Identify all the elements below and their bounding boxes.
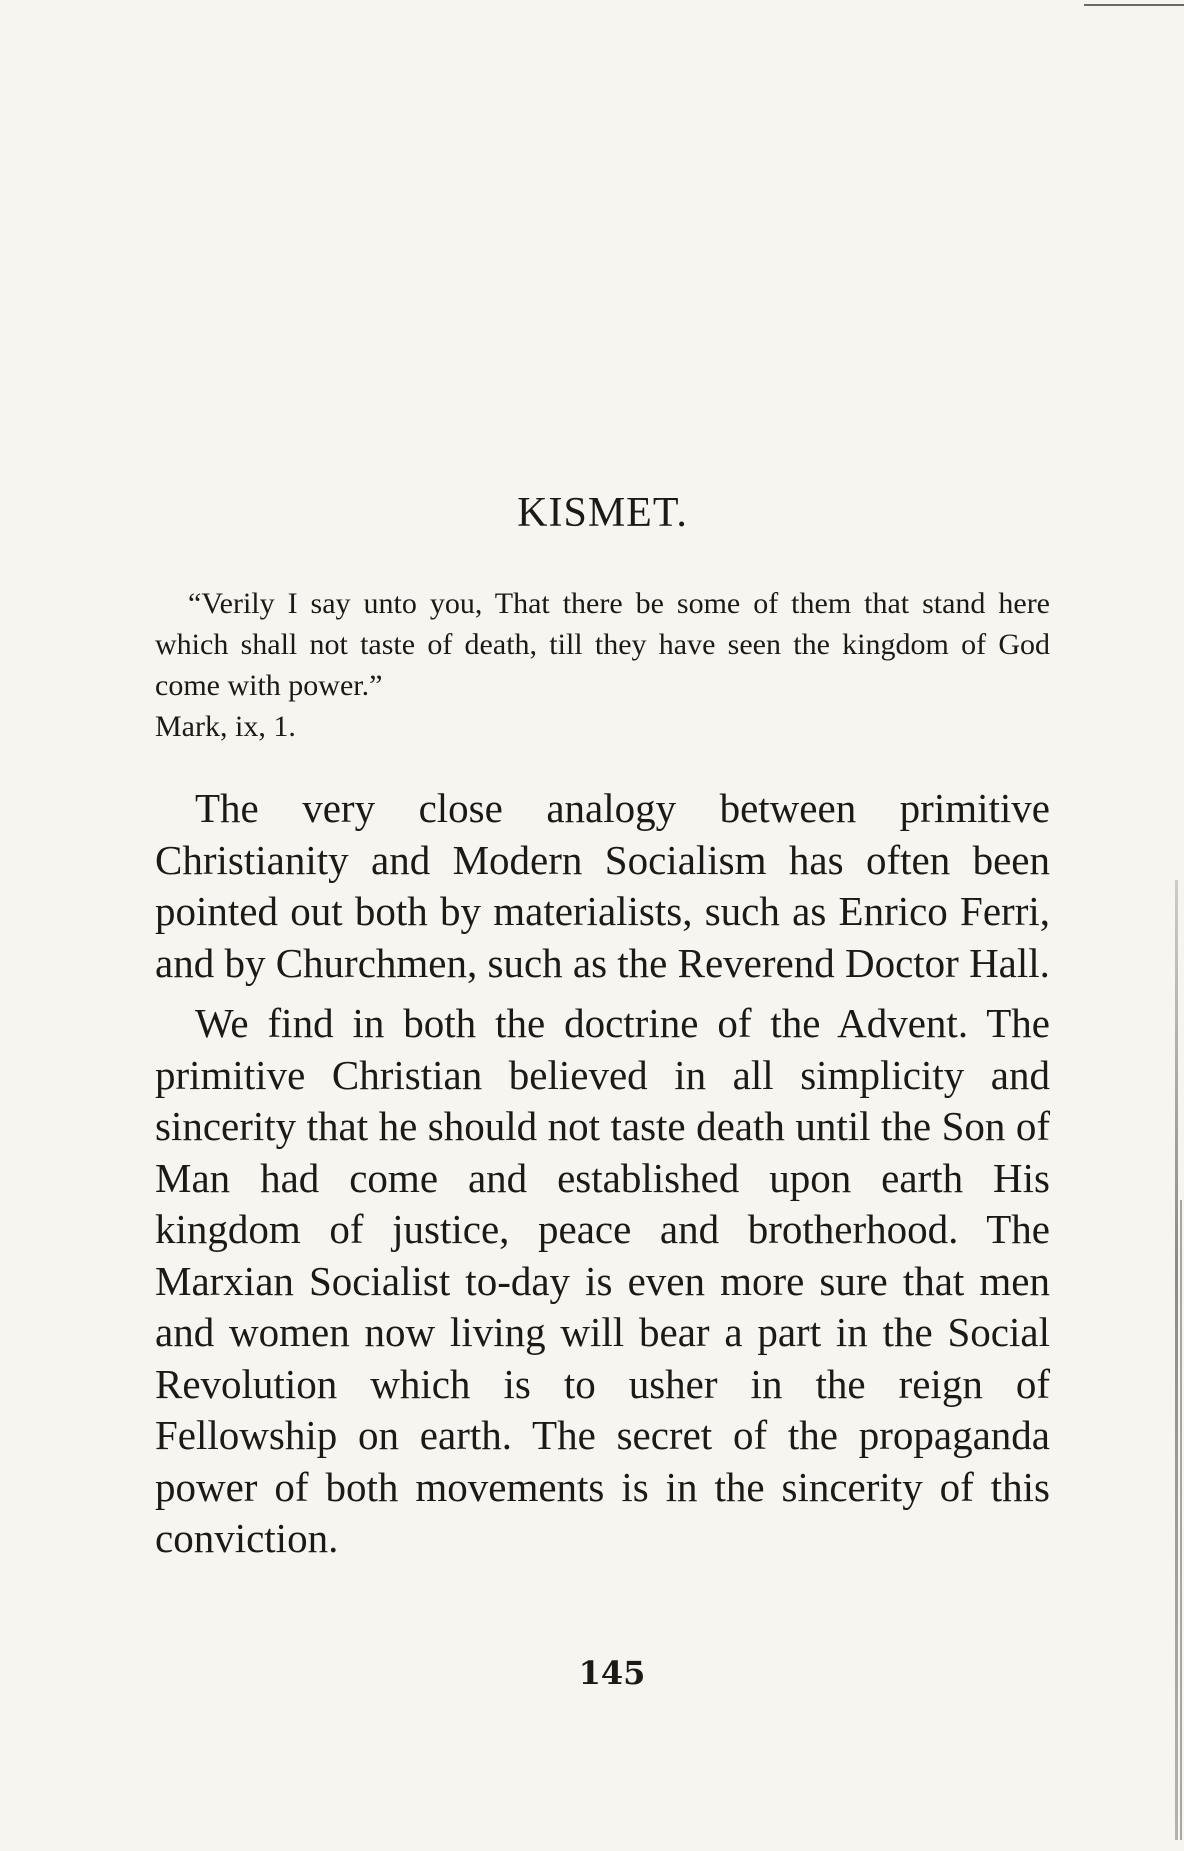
page-edge-line [1180, 1200, 1182, 1840]
epigraph-quote: “Verily I say unto you, That there be some of them that stand here which shall not taste of death, till they have seen the kingdom of God come with power.” [155, 587, 1050, 702]
page-edge-shadow [1175, 880, 1178, 1840]
body-paragraph-2: We find in both the doctrine of the Advent. The primitive Christian believed in all simplicity and sincerity that he should not taste death until the Son of Man had come and established upon earth His kingdom of justice, peace and brotherhood. The Marxian Socialist to-day is even more sure that men and women now living will bear a part in the Social Revolution which is to usher in the reign of Fellowship on earth. The secret of the propaganda power of both movements is in the sincerity of this conviction. [155, 1000, 1050, 1561]
body-paragraph-1: The very close analogy between primitive Christianity and Modern Socialism has often been pointed out both by materialists, such as Enrico Ferri, and by Churchmen, such as the Reverend Doctor Hall. [155, 785, 1050, 986]
chapter-title: KISMET. [517, 490, 688, 536]
epigraph-citation: Mark, ix, 1. [155, 710, 296, 743]
text-block [155, 488, 1050, 1565]
page-number: 145 [578, 1654, 646, 1692]
page-edge-rule [1084, 4, 1184, 6]
